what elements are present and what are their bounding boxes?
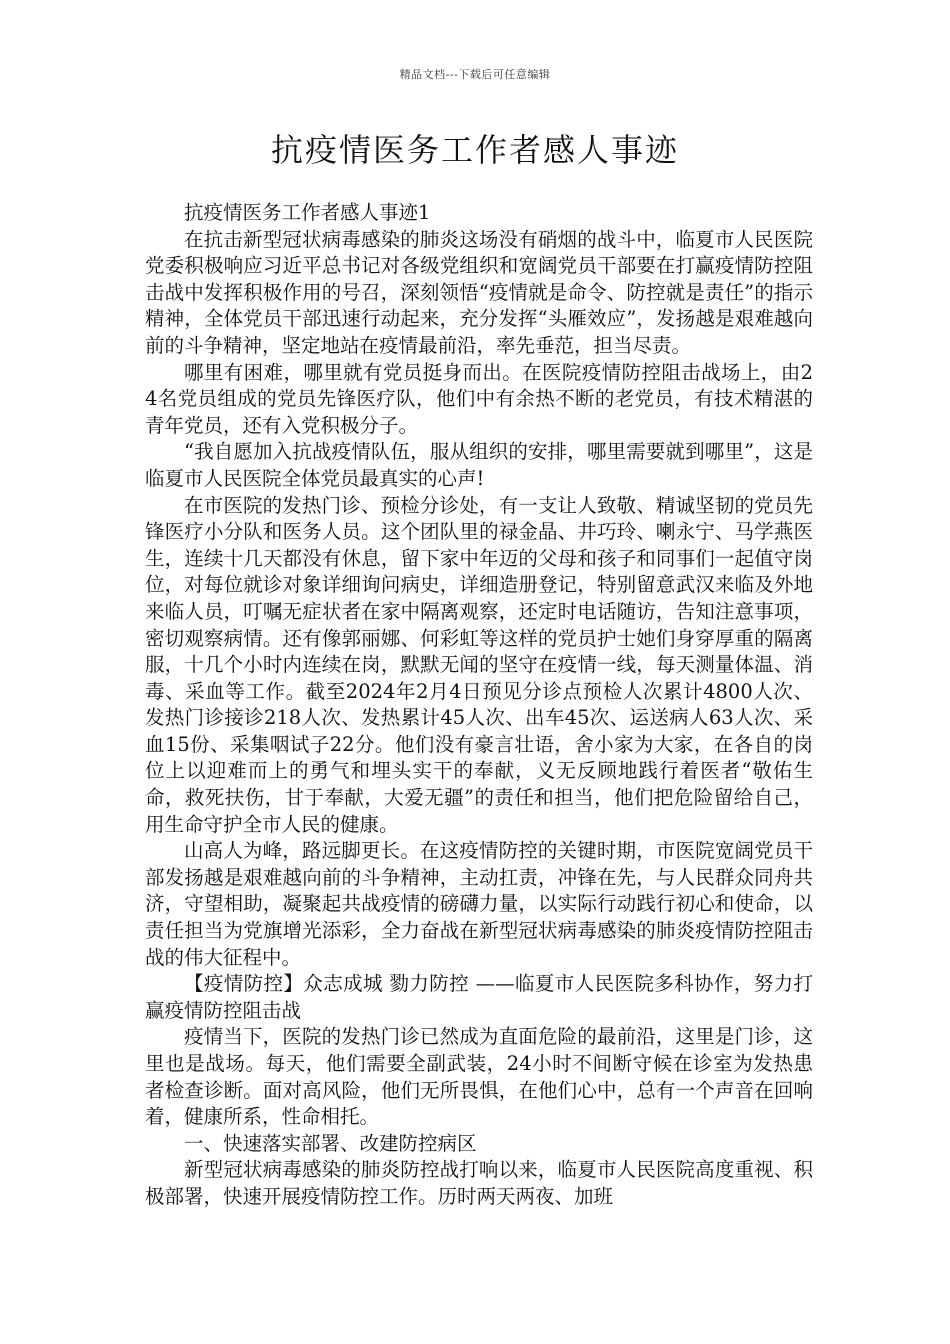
section-heading: 一、快速落实部署、改建防控病区 xyxy=(184,1131,477,1155)
paragraph: 在抗击新型冠状病毒感染的肺炎这场没有硝烟的战斗中，临夏市人民医院党委积极响应习近平总书记对各级党组织和宽阔党员干部要在打赢疫情防控阻击战中发挥积极作用的号召，深刻领悟“疫情就是命令、防控就是责任”的指示精神，全体党员干部迅速行动起来，充分发挥“头雁效应”，发扬越是艰难越向前的斗争精神，坚定地站在疫情最前沿，率先垂范，担当尽责。 xyxy=(145,227,813,357)
paragraph-subtitle: 【疫情防控】众志成城 勠力防控 ——临夏市人民医院多科协作，努力打赢疫情防控阻击战 xyxy=(145,972,813,1022)
document-title: 抗疫情医务工作者感人事迹 xyxy=(270,131,679,169)
document-body xyxy=(145,200,813,1211)
paragraph: 哪里有困难，哪里就有党员挺身而出。在医院疫情防控阻击战场上，由24名党员组成的党员先锋医疗队，他们中有余热不断的老党员，有技术精湛的青年党员，还有入党积极分子。 xyxy=(145,360,813,437)
page-header: 精品文档---下载后可任意编辑 xyxy=(399,68,551,81)
paragraph: 疫情当下，医院的发热门诊已然成为直面危险的最前沿，这里是门诊，这里也是战场。每天，他们需要全副武装，24小时不间断守候在诊室为发热患者检查诊断。面对高风险，他们无所畏惧，在他们心中，总有一个声音在回响着，健康所系，性命相托。 xyxy=(145,1025,813,1129)
paragraph: “我自愿加入抗战疫情队伍，服从组织的安排，哪里需要就到哪里”，这是临夏市人民医院全体党员最真实的心声! xyxy=(145,440,813,490)
paragraph: 在市医院的发热门诊、预检分诊处，有一支让人致敬、精诚坚韧的党员先锋医疗小分队和医务人员。这个团队里的禄金晶、井巧玲、喇永宁、马学燕医生，连续十几天都没有休息，留下家中年迈的父母和孩子和同事们一起值守岗位，对每位就诊对象详细询问病史，详细造册登记，特别留意武汉来临及外地来临人员，叮嘱无症状者在家中隔离观察，还定时电话随访，告知注意事项，密切观察病情。还有像郭丽娜、何彩虹等这样的党员护士她们身穿厚重的隔离服，十几个小时内连续在岗，默默无闻的坚守在疫情一线，每天测量体温、消毒、采血等工作。截至2024年2月4日预见分诊点预检人次累计4800人次、发热门诊接诊218人次、发热累计45人次、出车45次、运送病人63人次、采血15份、采集咽试子22分。他们没有豪言壮语，舍小家为大家，在各自的岗位上以迎难而上的勇气和埋头实干的奉献，义无反顾地践行着医者“敬佑生命，救死扶伤，甘于奉献，大爱无疆”的责任和担当，他们把危险留给自己，用生命守护全市人民的健康。 xyxy=(145,493,813,836)
paragraph: 新型冠状病毒感染的肺炎防控战打响以来，临夏市人民医院高度重视、积极部署，快速开展疫情防控工作。历时两天两夜、加班 xyxy=(145,1158,813,1208)
paragraph: 山高人为峰，路远脚更长。在这疫情防控的关键时期，市医院宽阔党员干部发扬越是艰难越向前的斗争精神，主动扛责，冲锋在先，与人民群众同舟共济，守望相助，凝聚起共战疫情的磅礴力量，以实际行动践行初心和使命，以责任担当为党旗增光添彩，全力奋战在新型冠状病毒感染的肺炎疫情防控阻击战的伟大征程中。 xyxy=(145,839,813,969)
section-heading: 抗疫情医务工作者感人事迹1 xyxy=(184,201,431,224)
